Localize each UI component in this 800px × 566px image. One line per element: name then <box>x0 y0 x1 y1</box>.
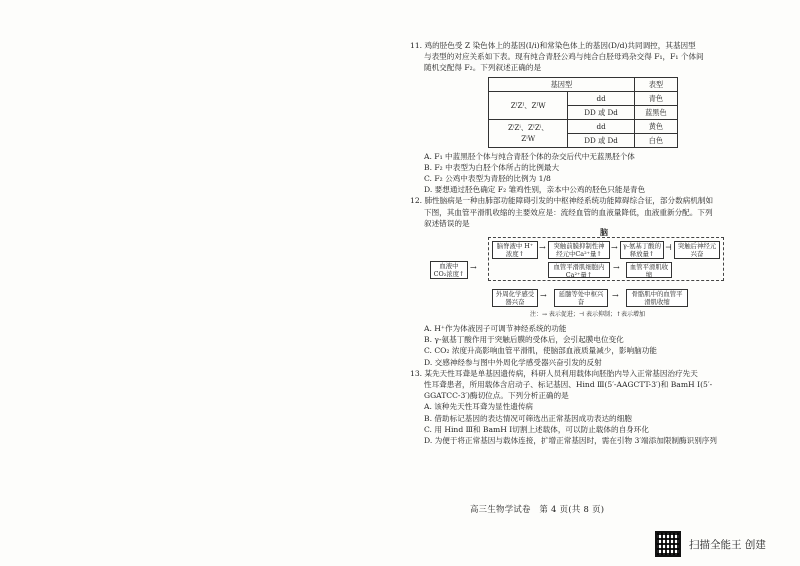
q12-option-a: A. H⁺作为体液因子可调节神经系统的功能 <box>424 324 567 334</box>
q11-option-a: A. F₁ 中蓝黑胫个体与纯合青胫个体的杂交后代中无蓝黑胫个体 <box>424 151 635 161</box>
diagram-box-muscle-contraction: 血管平滑肌收缩 <box>626 262 672 278</box>
table-cell: DD 或 Dd <box>568 105 634 119</box>
question-column <box>410 40 728 446</box>
diagram-box-smooth-muscle-ca: 血管平滑肌细胞内Ca²⁺量↑ <box>548 262 610 278</box>
q11-option-c: C. F₂ 公鸡中表型为青胫的比例为 1/8 <box>424 174 551 184</box>
page-footer: 高三生物学试卷 第 4 页(共 8 页) <box>470 504 605 514</box>
inhibit-arrow-icon: ⊣ <box>665 243 672 253</box>
q11-option-b: B. F₂ 中表型为白胫个体所占的比例最大 <box>424 162 560 172</box>
q12-stem-line2: 下图，其血管平滑肌收缩的主要效应是：流经血管的血液量降低，血液重新分配。下列 <box>424 207 713 217</box>
table-cell: 青色 <box>634 91 677 105</box>
q12-option-b: B. γ-氨基丁酸作用于突触后膜的受体后，会引起膜电位变化 <box>424 335 624 345</box>
q13-option-c: C. 用 Hind Ⅲ和 BamH Ⅰ切割上述载体，可以防止载体的自身环化 <box>424 424 649 434</box>
table-header-phenotype: 表型 <box>634 77 677 91</box>
table-cell: DD 或 Dd <box>568 133 634 147</box>
arrow-icon: → <box>470 263 477 273</box>
diagram-box-chemoreceptor: 外周化学感受器兴奋 <box>492 289 538 307</box>
question-13 <box>410 368 728 446</box>
question-11 <box>410 40 728 195</box>
q13-option-b: B. 借助标记基因的表达情况可筛选出正常基因成功表达的细胞 <box>424 413 632 423</box>
diagram-legend: 注：→ 表示促进；⊣ 表示抑制；↑表示增加 <box>530 311 646 319</box>
table-cell <box>489 119 568 147</box>
table-cell: 白色 <box>634 133 677 147</box>
q13-stem-line2: 性耳聋患者，所用载体含启动子、标记基因、Hind Ⅲ(5′-AAGCTT-3′)和 BamH Ⅰ(5′- <box>424 380 713 390</box>
q11-stem-line1: 11. 鸡的胫色受 Z 染色体上的基因(I/i)和常染色体上的基因(D/d)共同调控，其基因型 <box>410 41 696 50</box>
diagram-box-skeletal-vessel: 骨骼肌中的血管平滑肌收缩 <box>626 289 688 307</box>
table-cell: dd <box>568 91 634 105</box>
qr-code-icon <box>655 531 681 557</box>
table-cell: 黄色 <box>634 119 677 133</box>
table-cell: ZᴵZᴵ、ZᴵW <box>489 91 568 119</box>
arrow-icon: → <box>539 243 546 253</box>
arrow-icon: → <box>611 243 618 253</box>
scanner-watermark: 扫描全能王 创建 <box>689 539 766 551</box>
table-cell-part: ZⁱW <box>521 134 536 144</box>
genotype-table <box>488 77 678 148</box>
table-cell: dd <box>568 119 634 133</box>
diagram-box-h-ion: 脑脊液中 H⁺浓度↑ <box>492 241 538 259</box>
q13-stem-line1: 13. 某先天性耳聋是单基因遗传病，科研人员利用载体向胚胎内导入正常基因治疗先天 <box>410 368 698 378</box>
diagram-box-medulla: 延髓等处中枢兴奋 <box>554 289 608 307</box>
q13-option-d: D. 为便于将正常基因与载体连接，扩增正常基因时，需在引物 3′端添加限制酶识别序列 <box>424 436 717 446</box>
q12-option-d: D. 交感神经参与图中外周化学感受器兴奋引发的反射 <box>424 357 602 367</box>
q12-stem-line3: 叙述错误的是 <box>424 218 470 228</box>
table-header-genotype: 基因型 <box>489 77 635 91</box>
pathology-diagram <box>430 227 730 321</box>
table-cell-part: ZⁱZⁱ、ZᴵZⁱ、 <box>507 122 549 132</box>
q11-option-d: D. 要想通过胫色确定 F₂ 雏鸡性别，亲本中公鸡的胫色只能是青色 <box>424 185 646 195</box>
q11-stem-line2: 与表型的对应关系如下表。现有纯合青胫公鸡与纯合白胫母鸡杂交得 F₁，F₁ 个体间 <box>424 52 704 62</box>
q13-option-a: A. 该种先天性耳聋为显性遗传病 <box>424 402 534 412</box>
table-cell: 蓝黑色 <box>634 105 677 119</box>
diagram-box-co2: 血液中 CO₂浓度↑ <box>430 261 468 279</box>
q11-stem-line3: 随机交配得 F₂。下列叙述正确的是 <box>424 63 542 73</box>
question-12 <box>410 195 728 367</box>
diagram-box-presynaptic-ca: 突触前膜抑制性神经元中Ca²⁺量↑ <box>548 241 610 259</box>
q12-option-c: C. CO₂ 浓度升高影响血管平滑肌，使脑部血液质量减少，影响脑功能 <box>424 346 657 356</box>
arrow-icon: → <box>540 291 547 301</box>
brain-label: 脑 <box>600 227 608 238</box>
diagram-box-gaba: γ-氨基丁酸的释放量↑ <box>620 241 664 259</box>
arrow-icon: → <box>612 291 619 301</box>
arrow-icon: → <box>613 263 620 273</box>
q13-stem-line3: GGATCC-3′)酶切位点。下列分析正确的是 <box>424 391 569 401</box>
diagram-box-postsynaptic: 突触后神经元兴奋 <box>674 241 720 259</box>
q12-stem-line1: 12. 肺性脑病是一种由肺部功能障碍引发的中枢神经系统功能障碍综合征，部分数病机制如 <box>410 196 714 206</box>
